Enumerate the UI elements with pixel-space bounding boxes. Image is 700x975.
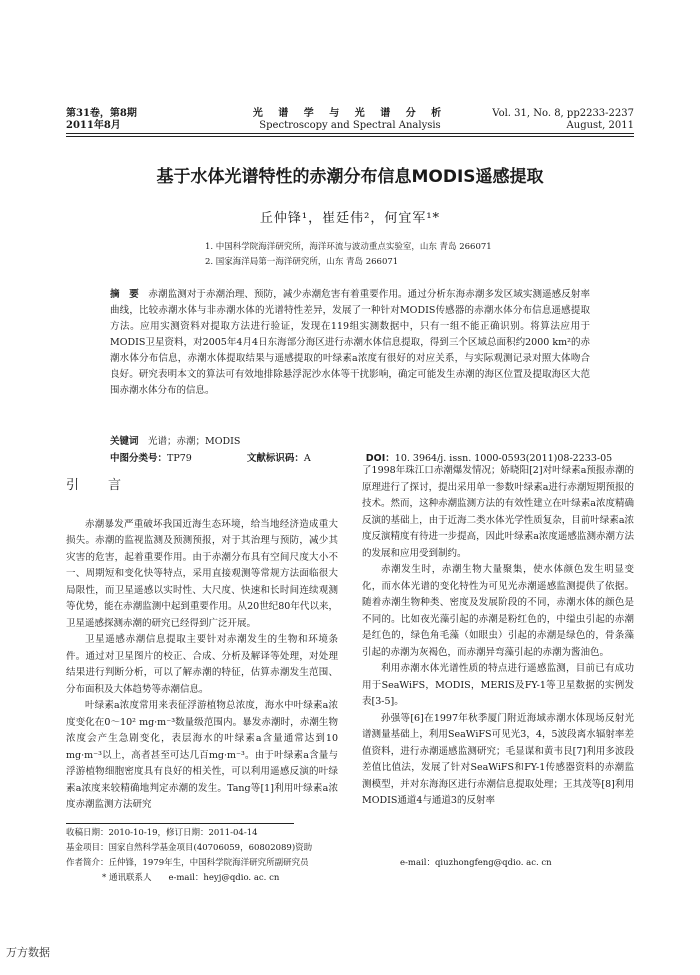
paragraph: 了1998年珠江口赤潮爆发情况；娇晓阳[2]对叶绿素a预报赤潮的原理进行了探讨，提出采用单一参数叶绿素a进行赤潮短期预报的技术。然而，这种赤潮监测方法的有效性建立在叶绿素a浓度精确反演的基础上，由于近海二类水体光学性质复杂，目前叶绿素a浓度反演精度有待进一步提高，因此叶绿素a浓度遥感监测赤潮方法的发展和应用受到制约。: [362, 465, 634, 559]
abstract-label: 摘 要: [110, 289, 139, 300]
header-rule-thin: [66, 136, 634, 137]
section-title-introduction: 引 言: [66, 478, 130, 493]
footnotes: [66, 826, 312, 886]
header-journal-en: Spectroscopy and Spectral Analysis: [259, 120, 441, 131]
doc-label: 文献标识码：: [246, 453, 304, 464]
left-column: [66, 460, 338, 814]
paper-title: 基于水体光谱特性的赤潮分布信息MODIS遥感提取: [156, 167, 544, 187]
paragraph: 赤潮发生时，赤潮生物大量聚集，使水体颜色发生明显变化，而水体光谱的变化特性为可见光赤潮遥感监测提供了依据。随着赤潮生物种类、密度及发展阶段的不同，赤潮水体的颜色是不同的。比如夜光藻引起的赤潮是粉红色的，中缢虫引起的赤潮是红色的，绿色角毛藻（如眼虫）引起的赤潮是绿色的，骨条藻引起的赤潮为灰褐色，而赤潮异弯藻引起的赤潮为酱油色。: [362, 564, 634, 658]
abstract-text: 赤潮监测对于赤潮治理、预防，减少赤潮危害有着重要作用。通过分析东海赤潮多发区域实测遥感反射率曲线，比较赤潮水体与非赤潮水体的光谱特性差异，发展了一种针对MODIS传感器的赤潮水体分布信息遥感提取方法。应用实测资料对提取方法进行验证，发现在119组实测数据中，只有一组不能正确识别。将算法应用于MODIS卫星资料，对2005年4月4日东海部分海区进行赤潮水体信息提取，得到三个区域总面积约2000 km²的赤潮水体分布信息，赤潮水体提取结果与遥感提取的叶绿素a浓度有很好的对应关系，与实际观测记录对照大体吻合良好。研究表明本文的算法可有效地排除悬浮泥沙水体等干扰影响，确定可能发生赤潮的海区位置及提取海区大范围赤潮水体分布的信息。: [110, 289, 590, 396]
paragraph: 赤潮暴发严重破坏我国近海生态环境，给当地经济造成重大损失。赤潮的监视监测及预测预报，对于其治理与预防，减少其灾害的危害，起着重要作用。由于赤潮分布具有空间尺度大小不一、周期短和变化快等特点，采用直接观测等常规方法面临很大局限性，而卫星遥感以实时性、大尺度、快速和长时间连续观测等优势，能在赤潮监测中起到重要作用。从20世纪80年代以来，卫星遥感探测赤潮的研究已经得到广泛开展。: [66, 518, 338, 629]
footnote-rule: [66, 823, 294, 824]
doi-value: 10. 3964/j. issn. 1000-0593(2011)08-2233-05: [394, 453, 613, 464]
doi-label: DOI：: [365, 453, 395, 464]
author-list: 丘仲锋¹，崔廷伟²，何宜军¹*: [259, 211, 441, 226]
affiliation-2: 2. 国家海洋局第一海洋研究所，山东 青岛 266071: [205, 257, 399, 267]
clc-value: TP79: [167, 453, 192, 464]
header-journal-cn: 光 谱 学 与 光 谱 分 析: [252, 108, 448, 119]
keywords-label: 关键词: [110, 436, 139, 447]
footnote-fund: 基金项目：国家自然科学基金项目(40706059，60802089)资助: [66, 843, 313, 853]
header-date-cn: 2011年8月: [66, 120, 121, 131]
keywords-text: 光谱；赤潮；MODIS: [148, 436, 241, 447]
abstract: [110, 287, 590, 399]
affiliation-1: 1. 中国科学院海洋研究所，海洋环流与波动重点实验室，山东 青岛 266071: [205, 242, 492, 252]
watermark: 万方数据: [6, 946, 50, 959]
header-rule: [66, 133, 634, 134]
header-journal: [250, 108, 450, 132]
affiliations: [205, 240, 492, 270]
right-column: [362, 463, 634, 810]
paragraph: 卫星遥感赤潮信息提取主要针对赤潮发生的生物和环境条件。通过对卫星图片的校正、合成、分析及解译等处理，对处理结果进行判断分析，可以了解赤潮的特征，估算赤潮发生范围、分布面积及大体趋势等赤潮信息。: [66, 634, 338, 695]
keywords: [110, 434, 240, 449]
footnote-author-email: e-mail：qiuzhongfeng@qdio. ac. cn: [400, 858, 552, 868]
paragraph: 利用赤潮水体光谱性质的特点进行遥感监测，目前已有成功用于SeaWiFS，MODIS，MERIS及FY-1等卫星数据的实例发表[3-5]。: [362, 663, 634, 707]
clc-label: 中图分类号：: [110, 453, 168, 464]
footnote-author-bio: 作者简介：丘仲锋，1979年生，中国科学院海洋研究所副研究员: [66, 858, 309, 868]
doc-value: A: [303, 453, 311, 464]
header-volume-cn: 第31卷，第8期: [66, 108, 137, 119]
header-date-en: August, 2011: [566, 120, 634, 131]
footnote-corresponding: * 通讯联系人 e-mail：heyj@qdio. ac. cn: [102, 873, 280, 883]
footnote-received: 收稿日期：2010-10-19，修订日期：2011-04-14: [66, 828, 258, 838]
header-issue: [492, 108, 634, 132]
header-volume-en: Vol. 31, No. 8, pp2233-2237: [492, 108, 634, 119]
header-volume: [66, 108, 137, 132]
paragraph: 叶绿素a浓度常用来表征浮游植物总浓度，海水中叶绿素a浓度变化在0～10² mg·m⁻³数量级范围内。暴发赤潮时，赤潮生物浓度会产生急剧变化，表层海水的叶绿素a含量通常达到10 mg·m⁻³以上，高者甚至可达几百mg·m⁻³。由于叶绿素a含量与浮游植物细胞密度具有良好的相关性，可以利用遥感反演的叶绿素a浓度来较精确地判定赤潮的发生。Tang等[1]利用叶绿素a浓度赤潮监测方法研究: [66, 700, 338, 810]
paragraph: 孙强等[6]在1997年秋季厦门附近海域赤潮水体现场反射光谱测量基础上，利用SeaWiFS可见光3，4，5波段离水辐射率差值资料，进行赤潮遥感监测研究；毛显谋和黄韦艮[7]利用多波段差值比值法，发展了针对SeaWiFS和FY-1传感器资料的赤潮监测模型，并对东海海区进行赤潮信息提取处理；王其茂等[8]利用MODIS通道4与通道3的反射率: [362, 712, 634, 806]
